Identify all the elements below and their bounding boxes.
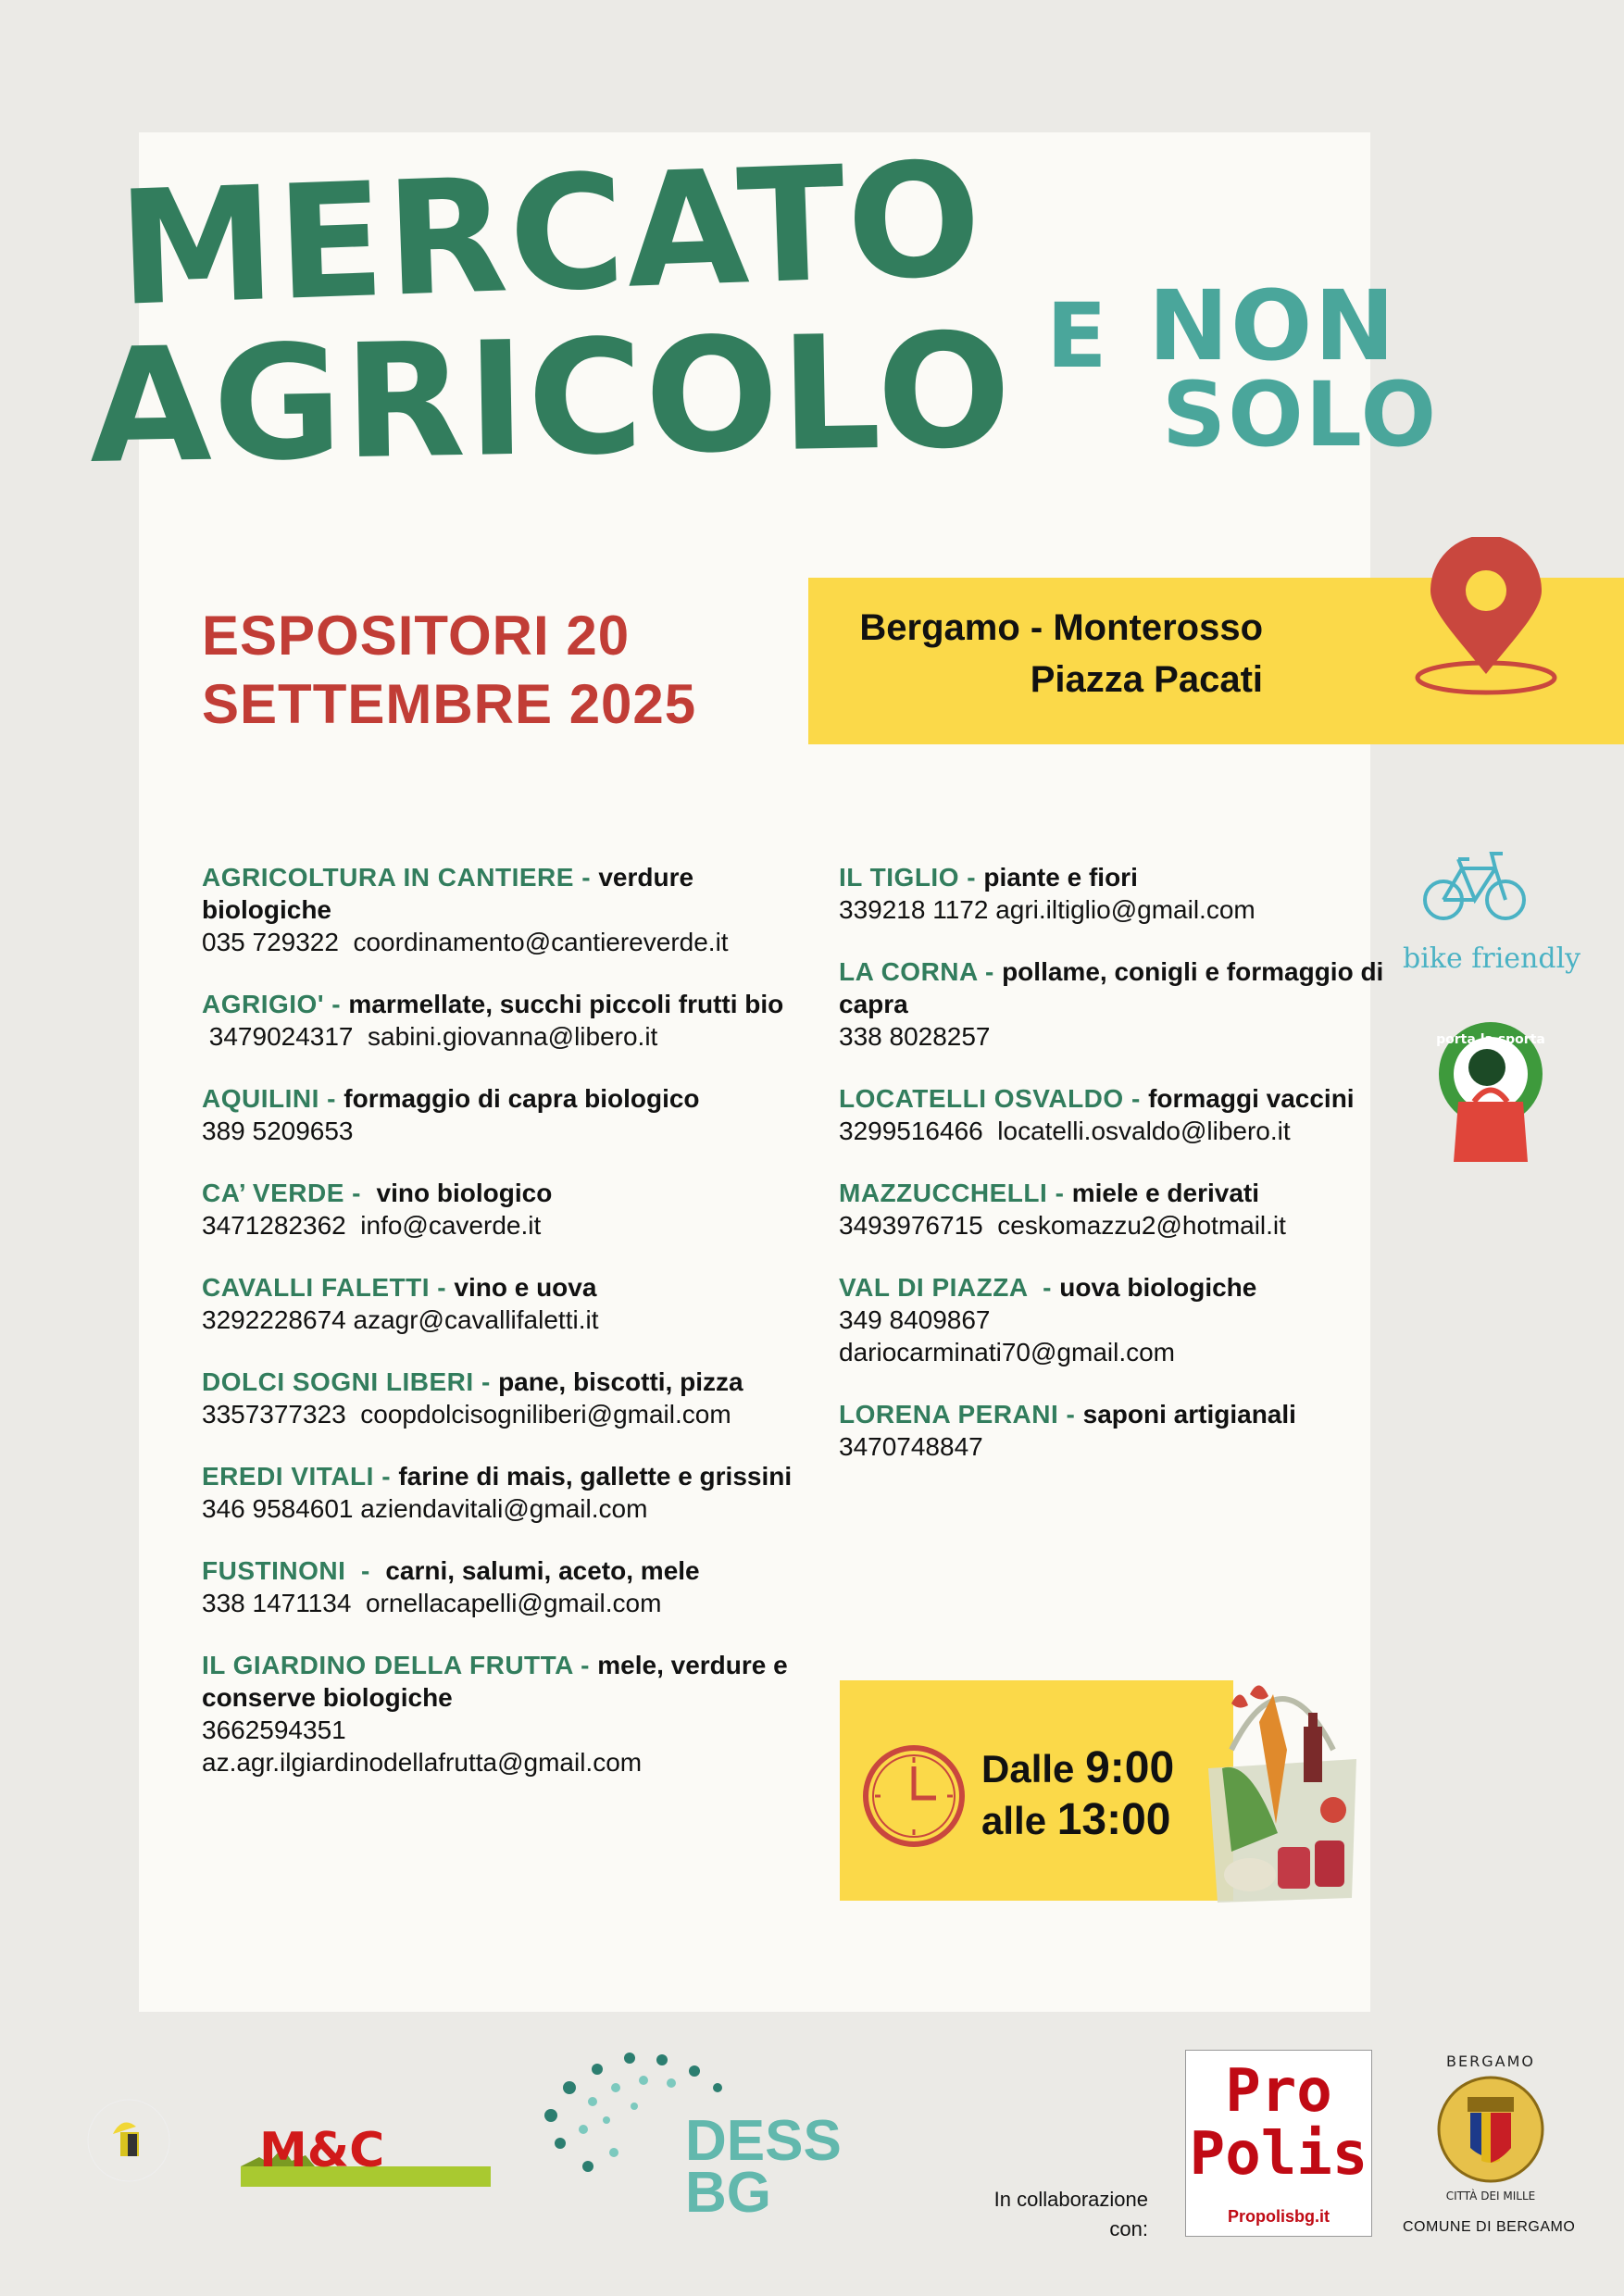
exhibitor-entry bbox=[839, 1177, 1441, 1242]
exhibitor-entry bbox=[839, 861, 1441, 926]
exhibitor-heading bbox=[202, 861, 804, 926]
exhibitor-entry bbox=[839, 1082, 1441, 1147]
exhibitor-separator: - bbox=[1047, 1179, 1072, 1207]
exhibitor-description: pollame, conigli e formaggio di capra bbox=[839, 957, 1384, 1018]
mc-logo-text: M&C bbox=[259, 2123, 385, 2178]
exhibitor-name: AGRICOLTURA IN CANTIERE bbox=[202, 863, 574, 892]
exhibitor-contact: dariocarminati70@gmail.com bbox=[839, 1338, 1176, 1366]
exhibitor-separator: - bbox=[1058, 1400, 1083, 1429]
exhibitor-heading bbox=[202, 1460, 804, 1492]
exhibitor-description: formaggio di capra biologico bbox=[344, 1084, 700, 1113]
exhibitor-name: IL TIGLIO bbox=[839, 863, 959, 892]
location-line-2: Piazza Pacati bbox=[1030, 659, 1263, 700]
exhibitor-name: AGRIGIO' bbox=[202, 990, 324, 1018]
porta-la-sporta-text: porta la sporta bbox=[1436, 1032, 1545, 1047]
exhibitor-separator: - bbox=[373, 1462, 399, 1491]
date-line-1: ESPOSITORI 20 bbox=[202, 605, 631, 667]
exhibitor-description: miele e derivati bbox=[1071, 1179, 1260, 1207]
exhibitor-separator: - bbox=[572, 1651, 598, 1679]
location-line-1: Bergamo - Monterosso bbox=[859, 607, 1263, 648]
time-start-prefix: Dalle bbox=[981, 1747, 1086, 1791]
propolis-logo bbox=[1185, 2050, 1372, 2237]
exhibitor-heading bbox=[839, 861, 1441, 893]
propolis-url: Propolisbg.it bbox=[1228, 2207, 1330, 2226]
exhibitor-entry bbox=[202, 1649, 804, 1778]
exhibitor-contact: 3493976715 ceskomazzu2@hotmail.it bbox=[839, 1211, 1286, 1240]
comune-di-bergamo-label: COMUNE DI BERGAMO bbox=[1403, 2219, 1576, 2235]
dess-bg-text bbox=[685, 2109, 842, 2225]
comune-di-bergamo-crest bbox=[1426, 2046, 1555, 2208]
exhibitor-heading bbox=[202, 1366, 804, 1398]
exhibitor-name: FUSTINONI bbox=[202, 1556, 346, 1585]
exhibitor-entry bbox=[202, 988, 804, 1053]
exhibitor-entry bbox=[202, 1366, 804, 1430]
porta-la-sporta-icon bbox=[1426, 1014, 1555, 1171]
propolis-line-2: Polis bbox=[1189, 2120, 1368, 2189]
exhibitor-separator: - bbox=[430, 1273, 455, 1302]
dess-line-2: BG bbox=[685, 2161, 771, 2225]
exhibitor-name: LOCATELLI OSVALDO bbox=[839, 1084, 1124, 1113]
time-start-hour: 9:00 bbox=[1085, 1743, 1175, 1792]
produce-basket-icon bbox=[1194, 1639, 1370, 1907]
exhibitor-entry bbox=[202, 861, 804, 958]
exhibitor-description: farine di mais, gallette e grissini bbox=[398, 1462, 793, 1491]
exhibitor-contact: 3479024317 sabini.giovanna@libero.it bbox=[202, 1022, 658, 1051]
exhibitor-heading bbox=[202, 1271, 804, 1304]
exhibitor-description: marmellate, succhi piccoli frutti bio bbox=[348, 990, 784, 1018]
collab-line-1: In collaborazione bbox=[993, 2188, 1148, 2211]
exhibitor-heading bbox=[839, 1271, 1441, 1304]
exhibitor-contact: 339218 1172 agri.iltiglio@gmail.com bbox=[839, 895, 1255, 924]
exhibitor-entry bbox=[839, 955, 1441, 1053]
exhibitor-separator: - bbox=[977, 957, 1003, 986]
exhibitor-separator: - bbox=[1027, 1273, 1060, 1302]
exhibitor-contact: 3292228674 azagr@cavallifaletti.it bbox=[202, 1305, 599, 1334]
exhibitor-heading bbox=[202, 1177, 804, 1209]
exhibitor-entry bbox=[839, 1398, 1441, 1463]
exhibitor-description: mele, verdure e conserve biologiche bbox=[202, 1651, 788, 1712]
exhibitor-heading bbox=[202, 988, 804, 1020]
exhibitor-heading bbox=[202, 1554, 804, 1587]
exhibitor-description: vino e uova bbox=[454, 1273, 597, 1302]
title-e: E bbox=[1046, 284, 1109, 388]
exhibitor-contact: 389 5209653 bbox=[202, 1117, 354, 1145]
exhibitor-contact: 3662594351 bbox=[202, 1716, 346, 1744]
exhibitor-description: vino biologico bbox=[376, 1179, 553, 1207]
exhibitor-contact: 3471282362 info@caverde.it bbox=[202, 1211, 542, 1240]
exhibitor-contact: 3357377323 coopdolcisogniliberi@gmail.com bbox=[202, 1400, 731, 1429]
exhibitor-name: MAZZUCCHELLI bbox=[839, 1179, 1048, 1207]
exhibitor-contact: az.agr.ilgiardinodellafrutta@gmail.com bbox=[202, 1748, 643, 1777]
exhibitor-name: IL GIARDINO DELLA FRUTTA bbox=[202, 1651, 573, 1679]
exhibitor-name: CA’ VERDE - bbox=[202, 1179, 361, 1207]
exhibitor-heading bbox=[839, 1082, 1441, 1115]
exhibitor-contact: 338 8028257 bbox=[839, 1022, 991, 1051]
exhibitor-contact: 3470748847 bbox=[839, 1432, 983, 1461]
exhibitor-heading bbox=[202, 1649, 804, 1714]
exhibitor-description: verdure biologiche bbox=[202, 863, 694, 924]
exhibitor-name: EREDI VITALI bbox=[202, 1462, 374, 1491]
dess-line-1: DESS bbox=[685, 2109, 842, 2173]
bergamo-crest-top: BERGAMO bbox=[1446, 2053, 1535, 2070]
exhibitor-heading bbox=[839, 1177, 1441, 1209]
bicycle-icon bbox=[1421, 833, 1528, 930]
title-solo: SOLO bbox=[1162, 363, 1439, 467]
time-end bbox=[981, 1794, 1171, 1845]
time-end-hour: 13:00 bbox=[1056, 1795, 1171, 1844]
exhibitor-heading bbox=[839, 1398, 1441, 1430]
exhibitor-entry bbox=[202, 1082, 804, 1147]
exhibitor-entry bbox=[202, 1460, 804, 1525]
exhibitor-entry bbox=[202, 1271, 804, 1336]
map-pin-icon bbox=[1412, 537, 1560, 704]
cittadinanza-sostenibile-logo bbox=[85, 2097, 173, 2185]
exhibitor-description: saponi artigianali bbox=[1082, 1400, 1296, 1429]
exhibitor-name: CAVALLI FALETTI bbox=[202, 1273, 430, 1302]
exhibitor-separator: - bbox=[345, 1556, 386, 1585]
exhibitor-separator: - bbox=[573, 863, 599, 892]
bergamo-crest-bottom: CITTÀ DEI MILLE bbox=[1445, 2190, 1536, 2202]
exhibitors-right-column bbox=[839, 861, 1441, 1492]
exhibitor-contact: 346 9584601 aziendavitali@gmail.com bbox=[202, 1494, 648, 1523]
bike-friendly-label: bike friendly bbox=[1403, 942, 1581, 975]
exhibitor-description: uova biologiche bbox=[1059, 1273, 1257, 1302]
exhibitor-separator: - bbox=[958, 863, 984, 892]
exhibitor-heading bbox=[839, 955, 1441, 1020]
exhibitor-separator: - bbox=[473, 1367, 499, 1396]
exhibitor-name: DOLCI SOGNI LIBERI bbox=[202, 1367, 474, 1396]
exhibitor-description: piante e fiori bbox=[983, 863, 1138, 892]
exhibitor-description: carni, salumi, aceto, mele bbox=[385, 1556, 700, 1585]
exhibitor-name: LA CORNA bbox=[839, 957, 978, 986]
exhibitor-separator bbox=[361, 1179, 377, 1207]
title-line-2: AGRICOLO bbox=[87, 299, 1015, 499]
exhibitor-name: AQUILINI bbox=[202, 1084, 319, 1113]
title-line-1: MERCATO bbox=[115, 128, 986, 342]
clock-icon bbox=[858, 1741, 969, 1852]
exhibitor-separator: - bbox=[1123, 1084, 1149, 1113]
exhibitor-separator: - bbox=[319, 1084, 344, 1113]
collaboration-label bbox=[994, 2185, 1148, 2244]
exhibitor-description: formaggi vaccini bbox=[1148, 1084, 1355, 1113]
exhibitor-heading bbox=[202, 1082, 804, 1115]
exhibitor-contact: 3299516466 locatelli.osvaldo@libero.it bbox=[839, 1117, 1291, 1145]
exhibitor-description: pane, biscotti, pizza bbox=[498, 1367, 743, 1396]
time-start bbox=[981, 1742, 1174, 1793]
exhibitor-separator: - bbox=[324, 990, 349, 1018]
propolis-line-1: Pro bbox=[1225, 2057, 1332, 2126]
date-line-2: SETTEMBRE 2025 bbox=[202, 673, 697, 735]
mercato-cittadinanza-logo bbox=[241, 2120, 491, 2194]
exhibitor-name: VAL DI PIAZZA bbox=[839, 1273, 1028, 1302]
title-non: NON bbox=[1148, 269, 1397, 382]
exhibitor-entry bbox=[839, 1271, 1441, 1368]
collab-line-2: con: bbox=[1109, 2217, 1148, 2240]
exhibitor-name: LORENA PERANI bbox=[839, 1400, 1059, 1429]
time-end-prefix: alle bbox=[981, 1799, 1057, 1842]
exhibitor-contact: 338 1471134 ornellacapelli@gmail.com bbox=[202, 1589, 662, 1617]
exhibitor-contact: 035 729322 coordinamento@cantiereverde.it bbox=[202, 928, 729, 956]
exhibitor-entry bbox=[202, 1177, 804, 1242]
exhibitor-contact: 349 8409867 bbox=[839, 1305, 991, 1334]
exhibitors-left-column bbox=[202, 861, 804, 1808]
exhibitor-entry bbox=[202, 1554, 804, 1619]
